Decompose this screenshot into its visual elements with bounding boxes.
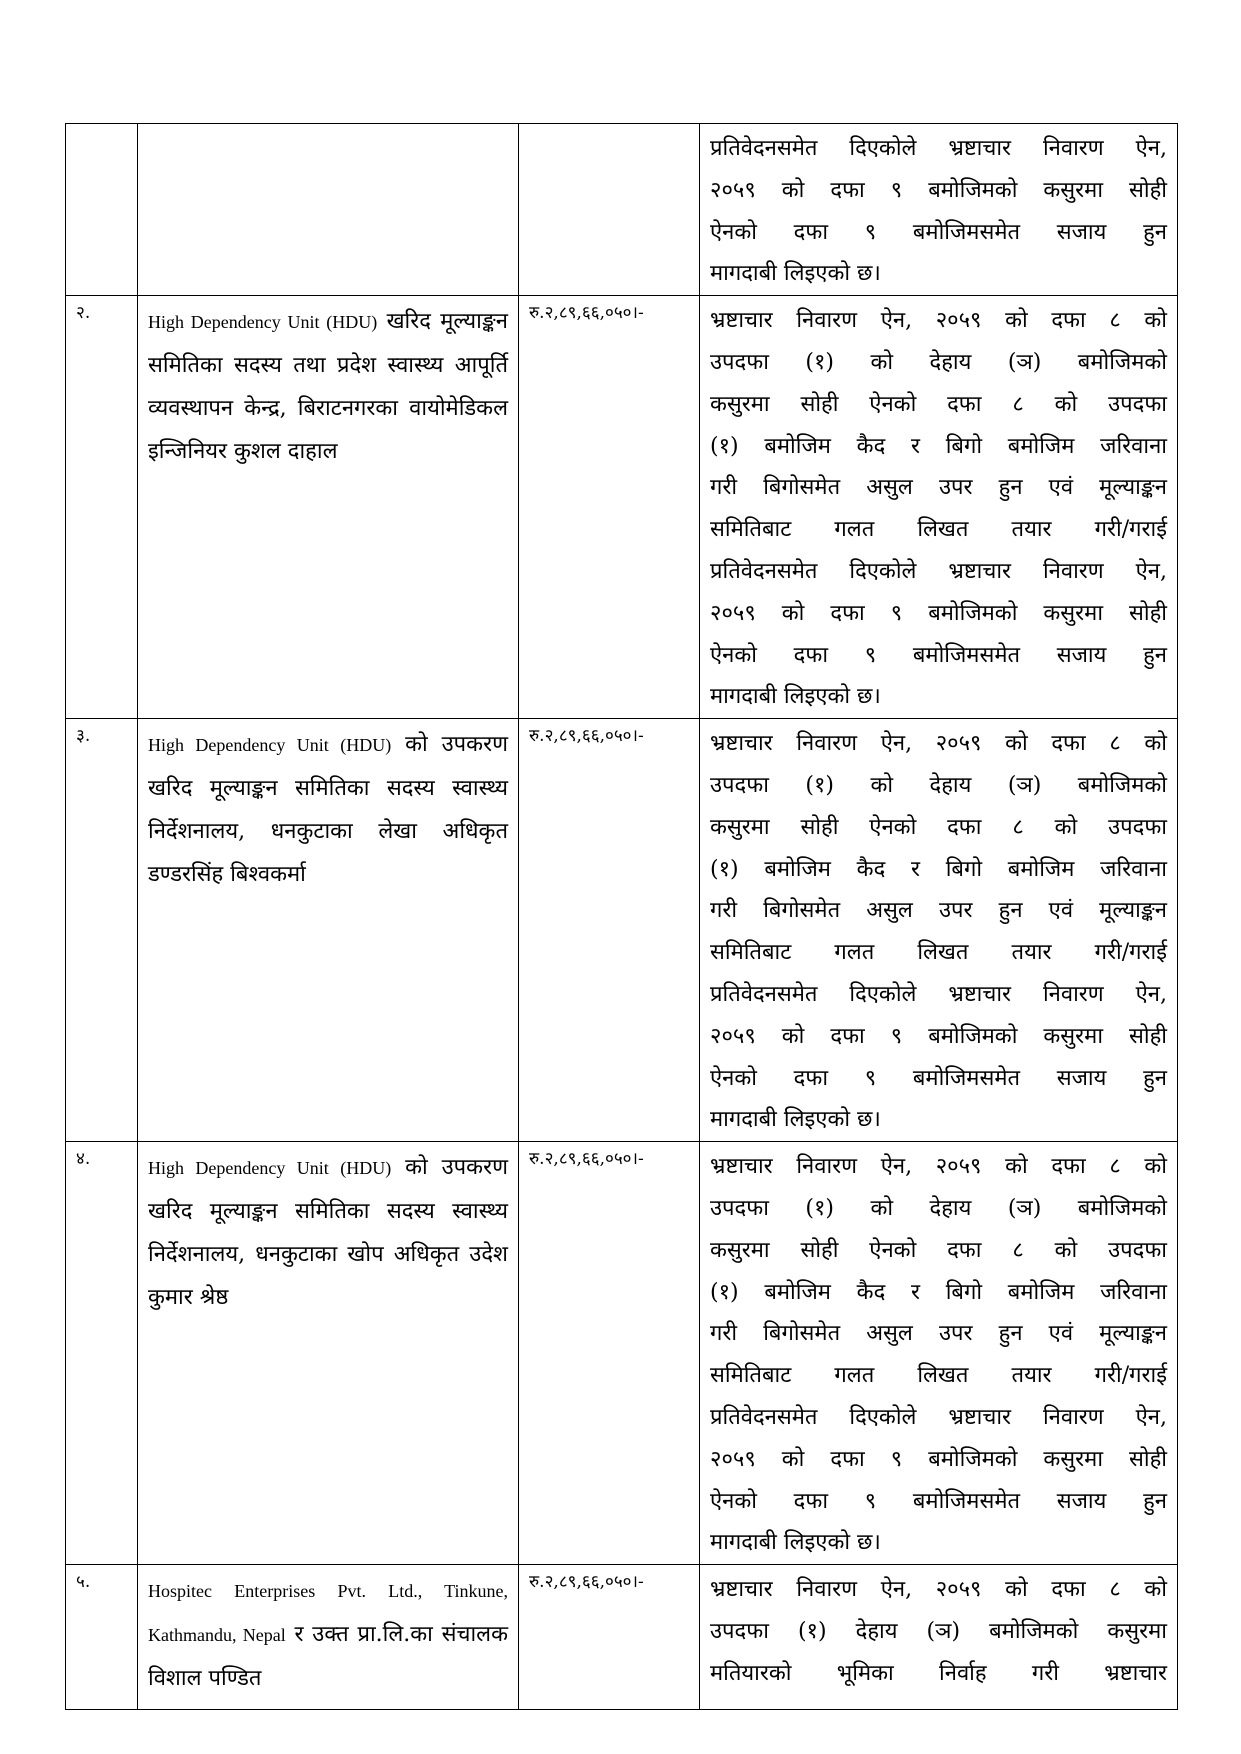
accused-description xyxy=(138,719,519,1142)
accused-english-name: High Dependency Unit (HDU) xyxy=(148,1158,392,1179)
accused-english-name: High Dependency Unit (HDU) xyxy=(148,735,392,756)
amount: रु.२,८९,६६,०५०।- xyxy=(519,719,700,1142)
table-row xyxy=(66,296,1178,719)
row-number: ४. xyxy=(66,1142,138,1565)
row-number: २. xyxy=(66,296,138,719)
accused-nepali-text: खरिद मूल्याङ्कन समितिका सदस्य तथा प्रदेश स्वास्थ्य आपूर्ति व्यवस्थापन केन्द्र, बिराटनगरका वायोमेडिकल इन्जिनियर कुशल दाहाल xyxy=(148,309,509,465)
accused-english-name: High Dependency Unit (HDU) xyxy=(148,312,378,333)
row-number: ५. xyxy=(66,1565,138,1710)
table-row xyxy=(66,124,1178,296)
charge-text: भ्रष्टाचार निवारण ऐन, २०५९ को दफा ८ को उपदफा (१) देहाय (ञ) बमोजिमको कसुरमा मतियारको भूमिका निर्वाह गरी भ्रष्टाचार xyxy=(700,1565,1178,1710)
table-row xyxy=(66,1565,1178,1710)
accused-nepali-text: र उक्त प्रा.लि.का संचालक विशाल पण्डित xyxy=(148,1622,508,1692)
charge-text: भ्रष्टाचार निवारण ऐन, २०५९ को दफा ८ को उपदफा (१) को देहाय (ञ) बमोजिमको कसुरमा सोही ऐनको दफा ८ को उपदफा (१) बमोजिम कैद र बिगो बमोजिम जरिवाना गरी बिगोसमेत असुल उपर हुन एवं मूल्याङ्कन समितिबाट गलत लिखत तयार गरी/गराई प्रतिवेदनसमेत दिएकोले भ्रष्टाचार निवारण ऐन, २०५९ को दफा ९ बमोजिमको कसुरमा सोही ऐनको दफा ९ बमोजिमसमेत सजाय हुन मागदाबी लिइएको छ। xyxy=(700,296,1178,719)
accused-english-name: Hospitec Enterprises Pvt. Ltd., Tinkune, Kathmandu, Nepal xyxy=(148,1581,508,1646)
amount: रु.२,८९,६६,०५०।- xyxy=(519,1565,700,1710)
charges-table xyxy=(65,123,1178,1710)
accused-description xyxy=(138,124,519,296)
charge-text: प्रतिवेदनसमेत दिएकोले भ्रष्टाचार निवारण ऐन, २०५९ को दफा ९ बमोजिमको कसुरमा सोही ऐनको दफा ९ बमोजिमसमेत सजाय हुन मागदाबी लिइएको छ। xyxy=(700,124,1178,296)
table-row xyxy=(66,1142,1178,1565)
charge-text: भ्रष्टाचार निवारण ऐन, २०५९ को दफा ८ को उपदफा (१) को देहाय (ञ) बमोजिमको कसुरमा सोही ऐनको दफा ८ को उपदफा (१) बमोजिम कैद र बिगो बमोजिम जरिवाना गरी बिगोसमेत असुल उपर हुन एवं मूल्याङ्कन समितिबाट गलत लिखत तयार गरी/गराई प्रतिवेदनसमेत दिएकोले भ्रष्टाचार निवारण ऐन, २०५९ को दफा ९ बमोजिमको कसुरमा सोही ऐनको दफा ९ बमोजिमसमेत सजाय हुन मागदाबी लिइएको छ। xyxy=(700,719,1178,1142)
row-number: ३. xyxy=(66,719,138,1142)
accused-nepali-text: को उपकरण खरिद मूल्याङ्कन समितिका सदस्य स्वास्थ्य निर्देशनालय, धनकुटाका लेखा अधिकृत डण्डरसिंह बिश्वकर्मा xyxy=(148,732,508,888)
accused-description xyxy=(138,296,519,719)
accused-description xyxy=(138,1142,519,1565)
amount xyxy=(519,124,700,296)
amount: रु.२,८९,६६,०५०।- xyxy=(519,1142,700,1565)
row-number xyxy=(66,124,138,296)
table-row xyxy=(66,719,1178,1142)
accused-description xyxy=(138,1565,519,1710)
accused-nepali-text: को उपकरण खरिद मूल्याङ्कन समितिका सदस्य स्वास्थ्य निर्देशनालय, धनकुटाका खोप अधिकृत उदेश कुमार श्रेष्ठ xyxy=(148,1155,508,1311)
charge-text: भ्रष्टाचार निवारण ऐन, २०५९ को दफा ८ को उपदफा (१) को देहाय (ञ) बमोजिमको कसुरमा सोही ऐनको दफा ८ को उपदफा (१) बमोजिम कैद र बिगो बमोजिम जरिवाना गरी बिगोसमेत असुल उपर हुन एवं मूल्याङ्कन समितिबाट गलत लिखत तयार गरी/गराई प्रतिवेदनसमेत दिएकोले भ्रष्टाचार निवारण ऐन, २०५९ को दफा ९ बमोजिमको कसुरमा सोही ऐनको दफा ९ बमोजिमसमेत सजाय हुन मागदाबी लिइएको छ। xyxy=(700,1142,1178,1565)
amount: रु.२,८९,६६,०५०।- xyxy=(519,296,700,719)
